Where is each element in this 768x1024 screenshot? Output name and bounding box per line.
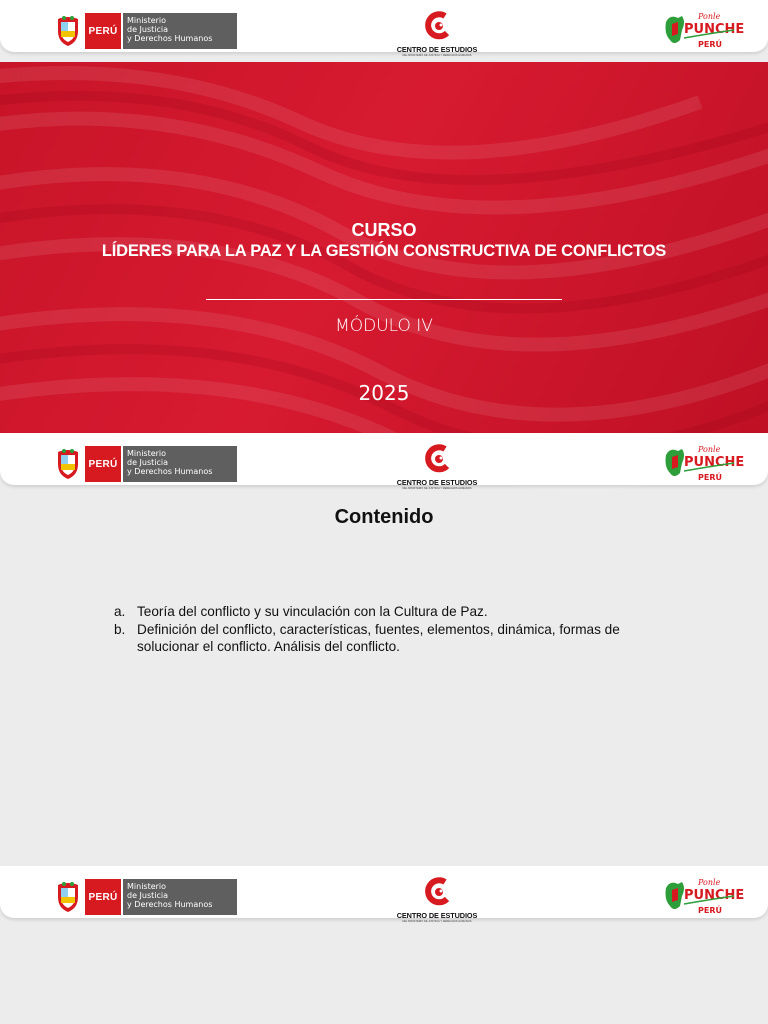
module-label: MÓDULO IV [335,316,433,336]
ministry-line: Ministerio [127,882,167,891]
peru-label: PERÚ [85,446,121,482]
centro-estudios-logo [394,877,480,921]
ponle-punche-peru-logo [662,443,745,485]
list-marker: b. [114,621,126,637]
ministry-name [123,446,237,482]
centro-estudios-subtitle: DEL MINISTERIO DE JUSTICIA Y DERECHOS HUMANOS [402,920,472,923]
ponle-punche-peru-logo [662,10,745,52]
punche-main-text: PUNCHE [684,455,745,470]
ministry-line: Ministerio [127,16,167,25]
peru-coat-of-arms-icon [54,446,82,482]
ministry-line: y Derechos Humanos [127,467,213,476]
centro-estudios-subtitle: DEL MINISTERIO DE JUSTICIA Y DERECHOS HUMANOS [402,487,472,490]
punche-main-text: PUNCHE [684,888,745,903]
list-item [114,603,674,621]
centro-estudios-logo [394,444,480,488]
ponle-punche-peru-logo [662,876,745,918]
contents-title: Contenido [334,506,434,528]
ministry-line: y Derechos Humanos [127,900,213,909]
ministry-line: de Justicia [127,25,169,34]
ministry-line: de Justicia [127,891,169,900]
centro-estudios-name: CENTRO DE ESTUDIOS [396,45,478,54]
peru-label: PERÚ [85,879,121,915]
punche-main-text: PUNCHE [684,22,745,37]
header-bar [0,433,768,490]
list-item-text: Definición del conflicto, características, fuentes, elementos, dinámica, formas de solucionar el conflicto. Análisis del conflicto. [137,621,620,654]
centro-estudios-subtitle: DEL MINISTERIO DE JUSTICIA Y DERECHOS HUMANOS [402,54,472,57]
ministry-name [123,13,237,49]
peru-label: PERÚ [85,13,121,49]
punche-peru-text: PERÚ [698,40,722,49]
ministry-line: Ministerio [127,449,167,458]
punche-peru-text: PERÚ [698,473,722,482]
centro-estudios-icon [423,11,451,41]
peru-coat-of-arms-icon [54,879,82,915]
peru-coat-of-arms-icon [54,13,82,49]
centro-estudios-logo [394,11,480,55]
punche-peru-text: PERÚ [698,906,722,915]
centro-estudios-name: CENTRO DE ESTUDIOS [396,911,478,920]
ministry-logo [54,13,237,49]
list-item [114,621,674,656]
year-label: 2025 [358,381,410,405]
list-marker: a. [114,604,126,619]
ministry-line: de Justicia [127,458,169,467]
centro-estudios-icon [423,877,451,907]
cover-banner [0,62,768,433]
punche-ponle-text: Ponle [698,878,721,887]
divider-line [206,299,562,300]
centro-estudios-name: CENTRO DE ESTUDIOS [396,478,478,487]
punche-ponle-text: Ponle [698,12,721,21]
header-bar [0,0,768,57]
header-bar [0,866,768,923]
ministry-logo [54,446,237,482]
course-label: CURSO [351,220,417,240]
course-title: LÍDERES PARA LA PAZ Y LA GESTIÓN CONSTRUCTIVA DE CONFLICTOS [101,242,667,260]
ministry-line: y Derechos Humanos [127,34,213,43]
ministry-logo [54,879,237,915]
centro-estudios-icon [423,444,451,474]
ministry-name [123,879,237,915]
list-item-text: Teoría del conflicto y su vinculación con la Cultura de Paz. [137,604,488,619]
contents-list [114,603,674,656]
punche-ponle-text: Ponle [698,445,721,454]
